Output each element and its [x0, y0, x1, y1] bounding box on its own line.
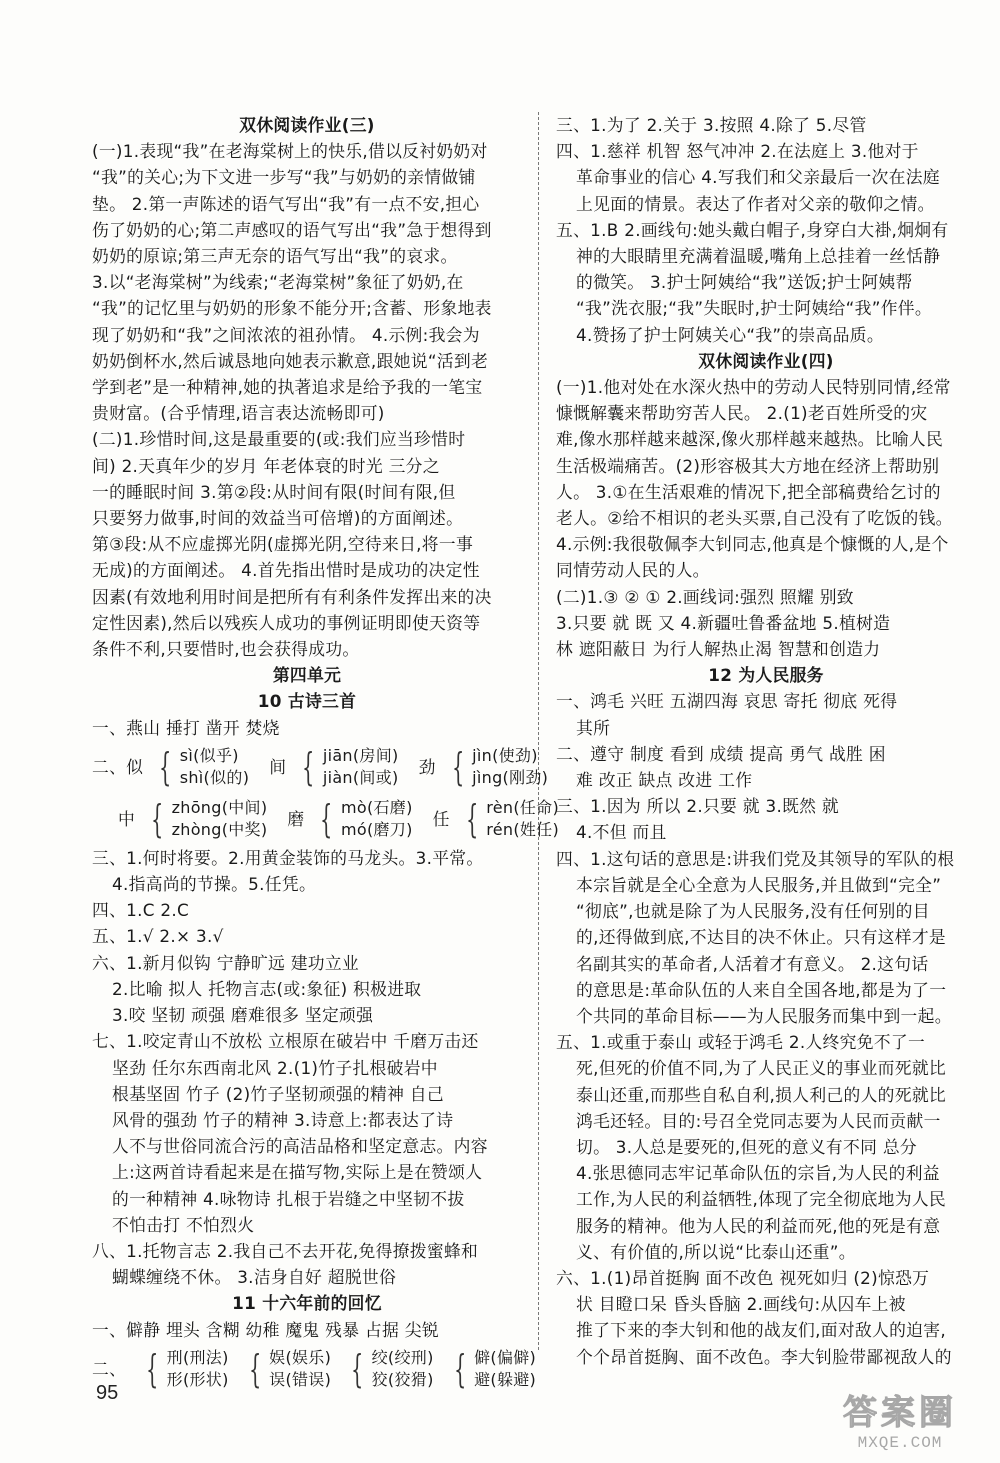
text-line: 人。 3.①在生活艰难的情况下,把全部稿费给乞讨的 — [556, 481, 941, 502]
column-divider — [538, 112, 539, 1350]
text-line: 的,还得做到底,不达目的决不休止。只有这样才是 — [576, 927, 946, 948]
text-line: (一)1.表现“我”在老海棠树上的快乐,借以反衬奶奶对 — [92, 141, 488, 162]
char-group: { 刑(刑法) 形(形状) — [146, 1346, 229, 1391]
lesson-11-answers-cont — [556, 112, 976, 348]
pinyin-char: 中 — [118, 808, 136, 829]
text-line: 泰山还重,而那些自私自利,损人利己的人的死就比 — [576, 1084, 946, 1105]
text-line: 革命事业的信心 4.写我们和父亲最后一次在法庭 — [576, 167, 940, 188]
pinyin-reading: rén(姓任) — [486, 819, 560, 839]
text-line: 死,但死的价值不同,为了人民正义的事业而死就比 — [576, 1058, 946, 1079]
text-line: 人不与世俗同流合污的高洁品格和坚定意志。内容 — [112, 1136, 488, 1157]
page-number: 95 — [96, 1382, 119, 1404]
section-title-weekend-4: 双休阅读作业(四) — [698, 350, 834, 371]
text-line: 难,像水那样越来越深,像火那样越来越热。比喻人民 — [556, 429, 944, 450]
pinyin-row-2 — [92, 793, 560, 845]
text-line: 只要努力做事,时间的效益当可倍增)的方面阐述。 — [92, 508, 464, 529]
text-line: 伤了奶奶的心;第二声感叹的语气写出“我”急于想得到 — [92, 219, 492, 240]
char-word: 误(错误) — [269, 1369, 332, 1389]
text-line: 同情劳动人民的人。 — [556, 560, 710, 581]
text-line: 根基坚固 竹子 (2)竹子坚韧顽强的精神 自己 — [112, 1083, 444, 1104]
text-line: 七、1.咬定青山不放松 立根原在破岩中 千磨万击还 — [92, 1031, 479, 1052]
char-word: 刑(刑法) — [166, 1347, 229, 1367]
text-line: 义、有价值的,所以说“比泰山还重”。 — [576, 1241, 856, 1262]
text-line: “彻底”,也就是除了为人民服务,没有任何别的目 — [576, 901, 930, 922]
lesson-12-title: 12 为人民服务 — [708, 665, 824, 686]
lesson-11-q2 — [92, 1343, 537, 1395]
pinyin-reading: mó(磨刀) — [340, 819, 413, 839]
text-line: “我”的记忆里与奶奶的形象不能分开;含蓄、形象地表 — [92, 298, 492, 319]
text-line: 的一种精神 4.咏物诗 扎根于岩缝之中坚韧不拔 — [112, 1188, 465, 1209]
text-line: 六、1.(1)昂首挺胸 面不改色 视死如归 (2)惊恐万 — [556, 1267, 930, 1288]
pinyin-reading: sì(似乎) — [179, 745, 239, 765]
text-line: 四、1.C 2.C — [92, 900, 190, 921]
pinyin-reading: mò(石磨) — [340, 797, 413, 817]
text-line: 学到老”是一种精神,她的执著追求是给予我的一笔宝 — [92, 377, 483, 398]
left-column — [92, 112, 560, 1395]
text-line: 4.指高尚的节操。5.任凭。 — [112, 874, 317, 895]
text-line: 奶奶的原谅;第三声无奈的语气写出“我”的哀求。 — [92, 246, 458, 267]
question-label: 二、 — [92, 1358, 127, 1379]
text-line: (二)1.珍惜时间,这是最重要的(或:我们应当珍惜时 — [92, 429, 466, 450]
text-line: 间) 2.天真年少的岁月 年老体衰的时光 三分之 — [92, 455, 440, 476]
pinyin-char: 劲 — [418, 756, 436, 777]
text-line: 4.张思德同志牢记革命队伍的宗旨,为人民的利益 — [576, 1163, 940, 1184]
text-line: 三、1.何时将要。2.用黄金装饰的马龙头。3.平常。 — [92, 847, 484, 868]
pinyin-char: 任 — [432, 808, 450, 829]
text-line: 二、遵守 制度 看到 成绩 提高 勇气 战胜 困 — [556, 743, 886, 764]
text-line: 3.以“老海棠树”为线索;“老海棠树”象征了奶奶,在 — [92, 272, 464, 293]
char-word: 狡(狡猾) — [371, 1369, 434, 1389]
text-line: 工作,为人民的利益牺牲,体现了完全彻底地为人民 — [576, 1189, 946, 1210]
text-line: 无成)的方面阐述。 4.首先指出惜时是成功的决定性 — [92, 560, 480, 581]
section-title-weekend-3: 双休阅读作业(三) — [239, 115, 375, 135]
text-line: 生活极端痛苦。(2)形容极其大方地在经济上帮助别 — [556, 455, 940, 476]
text-line: 五、1.B 2.画线句:她头戴白帽子,身穿白大褂,炯炯有 — [556, 219, 949, 240]
pinyin-char: 磨 — [287, 808, 305, 829]
text-line: 垫。 2.第一声陈述的语气写出“我”有一点不安,担心 — [92, 193, 480, 214]
text-line: 个个昂首挺胸、面不改色。李大钊脸带鄙视敌人的 — [576, 1346, 952, 1367]
text-line: 上见面的情景。表达了作者对父亲的敬仰之情。 — [576, 193, 935, 214]
text-line: 难 改正 缺点 改进 工作 — [576, 770, 753, 791]
text-line: 风骨的强劲 竹子的精神 3.诗意上:都表达了诗 — [112, 1109, 454, 1130]
text-line: 3.只要 就 既 又 4.新疆吐鲁番盆地 5.植树造 — [556, 612, 891, 633]
text-line: 上:这两首诗看起来是在描写物,实际上是在赞颂人 — [112, 1162, 483, 1183]
text-line: 4.赞扬了护士阿姨关心“我”的崇高品质。 — [576, 324, 884, 345]
text-line: 条件不利,只要惜时,也会获得成功。 — [92, 639, 360, 660]
char-group: { 绞(绞刑) 狡(狡猾) — [351, 1346, 434, 1391]
text-line: “我”的关心;为下文进一步写“我”与奶奶的亲情做铺 — [92, 167, 476, 188]
text-line: 蝴蝶缠绕不休。 3.洁身自好 超脱世俗 — [112, 1267, 397, 1288]
text-line: 现了奶奶和“我”之间浓浓的祖孙情。 4.示例:我会为 — [92, 324, 480, 345]
text-line: 四、1.这句话的意思是:讲我们党及其领导的军队的根 — [556, 848, 955, 869]
lesson-10-q1: 一、燕山 捶打 凿开 焚烧 — [92, 717, 280, 738]
char-word: 避(躲避) — [474, 1369, 537, 1389]
text-line: 第③段:从不应虚掷光阴(虚掷光阴,空待来日,将一事 — [92, 534, 474, 555]
pinyin-row-1 — [92, 741, 549, 793]
char-group: { 娱(娱乐) 误(错误) — [248, 1346, 332, 1391]
pinyin-group: { jìn(使劲) jìng(刚劲) — [451, 744, 549, 789]
text-line: 五、1.或重于泰山 或轻于鸿毛 2.人终究免不了一 — [556, 1032, 926, 1053]
pinyin-group: { mò(石磨) mó(磨刀) — [320, 796, 413, 841]
lesson-11-q1: 一、僻静 埋头 含糊 幼稚 魔鬼 残暴 占据 尖锐 — [92, 1319, 439, 1340]
pinyin-reading: shì(似的) — [179, 767, 250, 787]
text-line: 个共同的革命目标——为人民服务而集中到一起。 — [576, 1005, 952, 1026]
text-line: 的意思是:革命队伍的人来自全国各地,都是为了一 — [576, 979, 947, 1000]
text-line: 定性因素),然后以残疾人成功的事例证明即使天资等 — [92, 612, 481, 633]
char-word: 娱(娱乐) — [269, 1347, 332, 1367]
text-line: 林 遮阳蔽日 为行人解热止渴 智慧和创造力 — [556, 639, 881, 660]
text-line: “我”洗衣服;“我”失眠时,护士阿姨给“我”作伴。 — [576, 298, 932, 319]
text-line: 老人。②给不相识的老头买票,自己没有了吃饭的钱。 — [556, 508, 953, 529]
text-line: 名副其实的革命者,人活着才有意义。 2.这句话 — [576, 953, 929, 974]
pinyin-group: { rèn(任命) rén(姓任) — [465, 796, 560, 841]
pinyin-group: { jiān(房间) jiàn(间或) — [302, 744, 399, 789]
pinyin-group: { sì(似乎) shì(似的) — [159, 744, 250, 789]
text-line: 2.比喻 拟人 托物言志(或:象征) 积极进取 — [112, 978, 422, 999]
text-line: 贵财富。(合乎情理,语言表达流畅即可) — [92, 403, 385, 424]
lesson-12-body — [556, 688, 976, 1369]
text-line: 八、1.托物言志 2.我自己不去开花,免得撩拨蜜蜂和 — [92, 1240, 479, 1261]
pinyin-reading: jìn(使劲) — [472, 745, 538, 765]
char-word: 绞(绞刑) — [371, 1347, 434, 1367]
unit-title: 第四单元 — [272, 665, 342, 686]
section-weekend-4-body — [556, 374, 976, 662]
watermark-url: MXQE.COM — [857, 1433, 943, 1452]
text-line: 慷慨解囊来帮助穷苦人民。 2.(1)老百姓所受的灾 — [556, 403, 928, 424]
char-word: 形(形状) — [166, 1369, 229, 1389]
text-line: 一的睡眠时间 3.第②段:从时间有限(时间有限,但 — [92, 481, 456, 502]
text-line: 推了下来的李大钊和他的战友们,面对敌人的迫害, — [576, 1320, 946, 1341]
char-group: { 僻(偏僻) 避(躲避) — [453, 1346, 537, 1391]
text-line: 服务的精神。他为人民的利益而死,他的死是有意 — [576, 1215, 941, 1236]
section-weekend-3-body — [92, 138, 522, 662]
text-line: 鸿毛还轻。目的:号召全党同志要为人民而贡献一 — [576, 1110, 941, 1131]
text-line: 一、鸿毛 兴旺 五湖四海 哀思 寄托 彻底 死得 — [556, 691, 898, 712]
pinyin-reading: zhòng(中奖) — [171, 819, 268, 839]
text-line: 三、1.因为 所以 2.只要 就 3.既然 就 — [556, 796, 839, 817]
text-line: 4.示例:我很敬佩李大钊同志,他真是个慷慨的人,是个 — [556, 534, 949, 555]
text-line: 状 目瞪口呆 昏头昏脑 2.画线句:从囚车上被 — [576, 1294, 906, 1315]
text-line: 切。 3.人总是要死的,但死的意义有不同 总分 — [576, 1136, 917, 1157]
pinyin-char: 二、似 — [92, 756, 144, 777]
text-line: (二)1.③ ② ① 2.画线词:强烈 照耀 别致 — [556, 586, 854, 607]
pinyin-char: 间 — [269, 756, 287, 777]
text-line: 4.不但 而且 — [576, 822, 667, 843]
pinyin-reading: jiàn(间或) — [322, 767, 399, 787]
pinyin-group: { zhōng(中间) zhòng(中奖) — [151, 796, 268, 841]
text-line: (一)1.他对处在水深火热中的劳动人民特别同情,经常 — [556, 377, 951, 398]
text-line: 奶奶倒杯水,然后诚恳地向她表示歉意,跟她说“活到老 — [92, 350, 489, 371]
right-column — [556, 112, 976, 1370]
text-line: 三、1.为了 2.关于 3.按照 4.除了 5.尽管 — [556, 115, 867, 135]
lesson-11-title: 11 十六年前的回忆 — [232, 1293, 382, 1314]
text-line: 五、1.√ 2.× 3.√ — [92, 926, 224, 947]
watermark-text: 答案圈 — [843, 1392, 957, 1433]
text-line: 的微笑。 3.护士阿姨给“我”送饭;护士阿姨帮 — [576, 272, 913, 293]
pinyin-reading: jìng(刚劲) — [472, 767, 549, 787]
lesson-10-body — [92, 845, 522, 1290]
text-line: 因素(有效地利用时间是把所有有利条件发挥出来的决 — [92, 586, 492, 607]
pinyin-reading: zhōng(中间) — [171, 797, 268, 817]
watermark-logo — [820, 1380, 980, 1456]
text-line: 神的大眼睛里充满着温暖,嘴角上总挂着一丝恬静 — [576, 246, 941, 267]
text-line: 本宗旨就是全心全意为人民服务,并且做到“完全” — [576, 874, 942, 895]
text-line: 3.咬 坚韧 顽强 磨难很多 坚定顽强 — [112, 1005, 374, 1026]
pinyin-reading: rèn(任命) — [486, 797, 560, 817]
char-word: 僻(偏僻) — [474, 1347, 537, 1367]
lesson-10-title: 10 古诗三首 — [257, 691, 357, 712]
text-line: 六、1.新月似钩 宁静旷远 建功立业 — [92, 952, 360, 973]
text-line: 其所 — [576, 717, 611, 738]
pinyin-reading: jiān(房间) — [322, 745, 399, 765]
text-line: 不怕击打 不怕烈火 — [112, 1214, 255, 1235]
text-line: 四、1.慈祥 机智 怒气冲冲 2.在法庭上 3.他对于 — [556, 141, 919, 162]
text-line: 坚劲 任尔东西南北风 2.(1)竹子扎根破岩中 — [112, 1057, 438, 1078]
